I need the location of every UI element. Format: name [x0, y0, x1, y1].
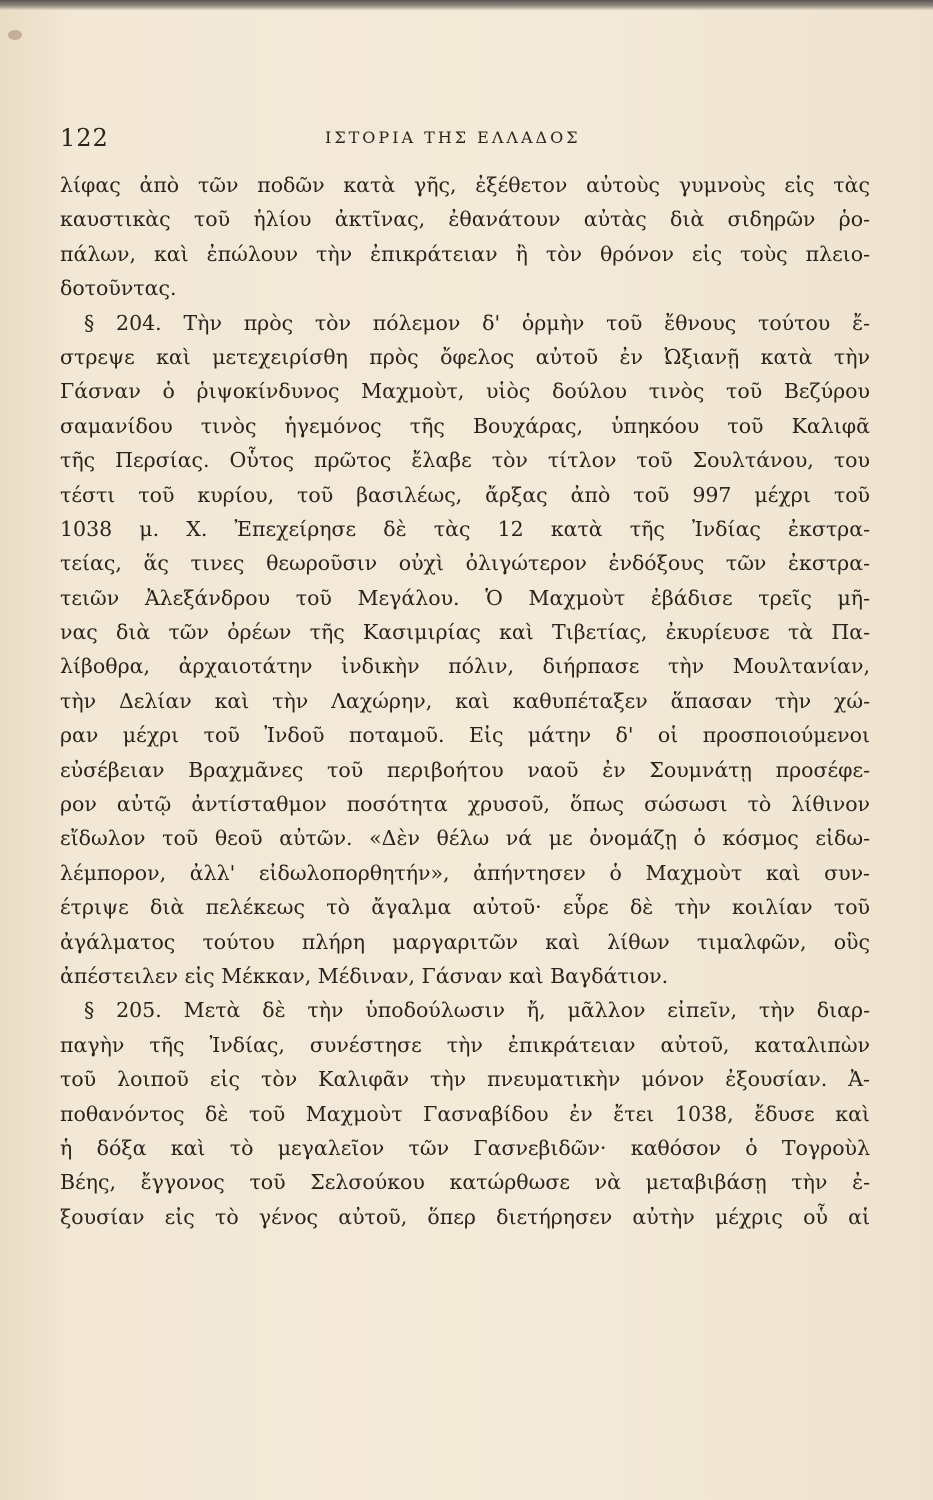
- text-line: καυστικὰς τοῦ ἡλίου ἀκτῖνας, ἐθανάτουν αὐτὰς διὰ σιδηρῶν ῥο-: [60, 207, 870, 232]
- text-line: νας διὰ τῶν ὀρέων τῆς Κασιμιρίας καὶ Τιβετίας, ἐκυρίευσε τὰ Πα-: [60, 620, 870, 645]
- text-line: ρον αὐτῷ ἀντίσταθμον ποσότητα χρυσοῦ, ὅπως σώσωσι τὸ λίθινον: [60, 792, 870, 817]
- text-line: δοτοῦντας.: [60, 276, 177, 301]
- text-line: τῆς Περσίας. Οὗτος πρῶτος ἔλαβε τὸν τίτλον τοῦ Σουλτάνου, του: [60, 448, 870, 473]
- text-line: τειῶν Ἀλεξάνδρου τοῦ Μεγάλου. Ὁ Μαχμοὺτ ἐβάδισε τρεῖς μῆ-: [60, 585, 870, 610]
- text-line: λίβοθρα, ἀρχαιοτάτην ἰνδικὴν πόλιν, διήρπασε τὴν Μουλτανίαν,: [60, 654, 870, 679]
- page-header: [60, 124, 870, 154]
- paragraph-204-start: § 204. Τὴν πρὸς τὸν πόλεμον δ' ὁρμὴν τοῦ ἔθνους τούτου ἔ-: [84, 310, 870, 335]
- text-line: 1038 μ. Χ. Ἐπεχείρησε δὲ τὰς 12 κατὰ τῆς Ἰνδίας ἐκστρα-: [60, 516, 870, 541]
- body-text: [60, 168, 870, 1234]
- text-line: τὴν Δελίαν καὶ τὴν Λαχώρην, καὶ καθυπέταξεν ἅπασαν τὴν χώ-: [60, 688, 870, 713]
- text-line: λέμπορον, ἀλλ' εἰδωλοπορθητήν», ἀπήντησεν ὁ Μαχμοὺτ καὶ συν-: [60, 860, 870, 885]
- text-line: έτριψε διὰ πελέκεως τὸ ἄγαλμα αὐτοῦ· εὗρε δὲ τὴν κοιλίαν τοῦ: [60, 895, 870, 920]
- text-line: ἡ δόξα καὶ τὸ μεγαλεῖον τῶν Γασνεβιδῶν· καθόσον ὁ Τογροὺλ: [60, 1135, 870, 1160]
- ink-spot: [8, 30, 22, 40]
- text-line: ἀγάλματος τούτου πλήρη μαργαριτῶν καὶ λίθων τιμαλφῶν, οὓς: [60, 929, 870, 954]
- page-number: 122: [60, 124, 109, 152]
- text-line: Βέης, ἔγγονος τοῦ Σελσούκου κατώρθωσε νὰ μεταβιβάσῃ τὴν ἐ-: [60, 1170, 870, 1195]
- text-line: στρεψε καὶ μετεχειρίσθη πρὸς ὄφελος αὐτοῦ ἐν Ὠξιανῇ κατὰ τὴν: [60, 344, 870, 369]
- text-line: εἴδωλον τοῦ θεοῦ αὐτῶν. «Δὲν θέλω νά με ὀνομάζῃ ὁ κόσμος εἰδω-: [60, 826, 870, 851]
- text-line: ραν μέχρι τοῦ Ἰνδοῦ ποταμοῦ. Εἰς μάτην δ' οἱ προσποιούμενοι: [60, 723, 870, 748]
- running-title: ΙΣΤΟΡΙΑ ΤΗΣ ΕΛΛΑΔΟΣ: [325, 128, 581, 147]
- text-line: λίφας ἀπὸ τῶν ποδῶν κατὰ γῆς, ἐξέθετον αὐτοὺς γυμνοὺς εἰς τὰς: [60, 173, 870, 197]
- text-line: πάλων, καὶ ἐπώλουν τὴν ἐπικράτειαν ἢ τὸν θρόνον εἰς τοὺς πλειο-: [60, 241, 870, 266]
- text-line: εὐσέβειαν Βραχμᾶνες τοῦ περιβοήτου ναοῦ ἐν Σουμνάτῃ προσέφε-: [60, 757, 870, 782]
- text-line: τέστι τοῦ κυρίου, τοῦ βασιλέως, ἄρξας ἀπὸ τοῦ 997 μέχρι τοῦ: [60, 482, 870, 507]
- page-top-edge: [0, 0, 933, 10]
- text-line: σαμανίδου τινὸς ἡγεμόνος τῆς Βουχάρας, ὑπηκόου τοῦ Καλιφᾶ: [60, 413, 870, 438]
- text-line: τείας, ἅς τινες θεωροῦσιν οὐχὶ ὀλιγώτερον ἐνδόξους τῶν ἐκστρα-: [60, 551, 870, 576]
- text-line: ἀπέστειλεν εἰς Μέκκαν, Μέδιναν, Γάσναν καὶ Βαγδάτιον.: [60, 963, 669, 988]
- paragraph-205-start: § 205. Μετὰ δὲ τὴν ὑποδούλωσιν ἤ, μᾶλλον εἰπεῖν, τὴν διαρ-: [84, 998, 870, 1023]
- text-line: παγὴν τῆς Ἰνδίας, συνέστησε τὴν ἐπικράτειαν αὐτοῦ, καταλιπὼν: [60, 1032, 870, 1057]
- text-line: ξουσίαν εἰς τὸ γένος αὐτοῦ, ὅπερ διετήρησεν αὐτὴν μέχρις οὗ αἱ: [60, 1204, 870, 1229]
- text-line: τοῦ λοιποῦ εἰς τὸν Καλιφᾶν τὴν πνευματικὴν μόνον ἐξουσίαν. Ἀ-: [60, 1067, 870, 1092]
- text-line: ποθανόντος δὲ τοῦ Μαχμοὺτ Γασναβίδου ἐν ἔτει 1038, ἔδυσε καὶ: [60, 1101, 870, 1126]
- text-line: Γάσναν ὁ ῥιψοκίνδυνος Μαχμοὺτ, υἱὸς δούλου τινὸς τοῦ Βεζύρου: [60, 379, 870, 404]
